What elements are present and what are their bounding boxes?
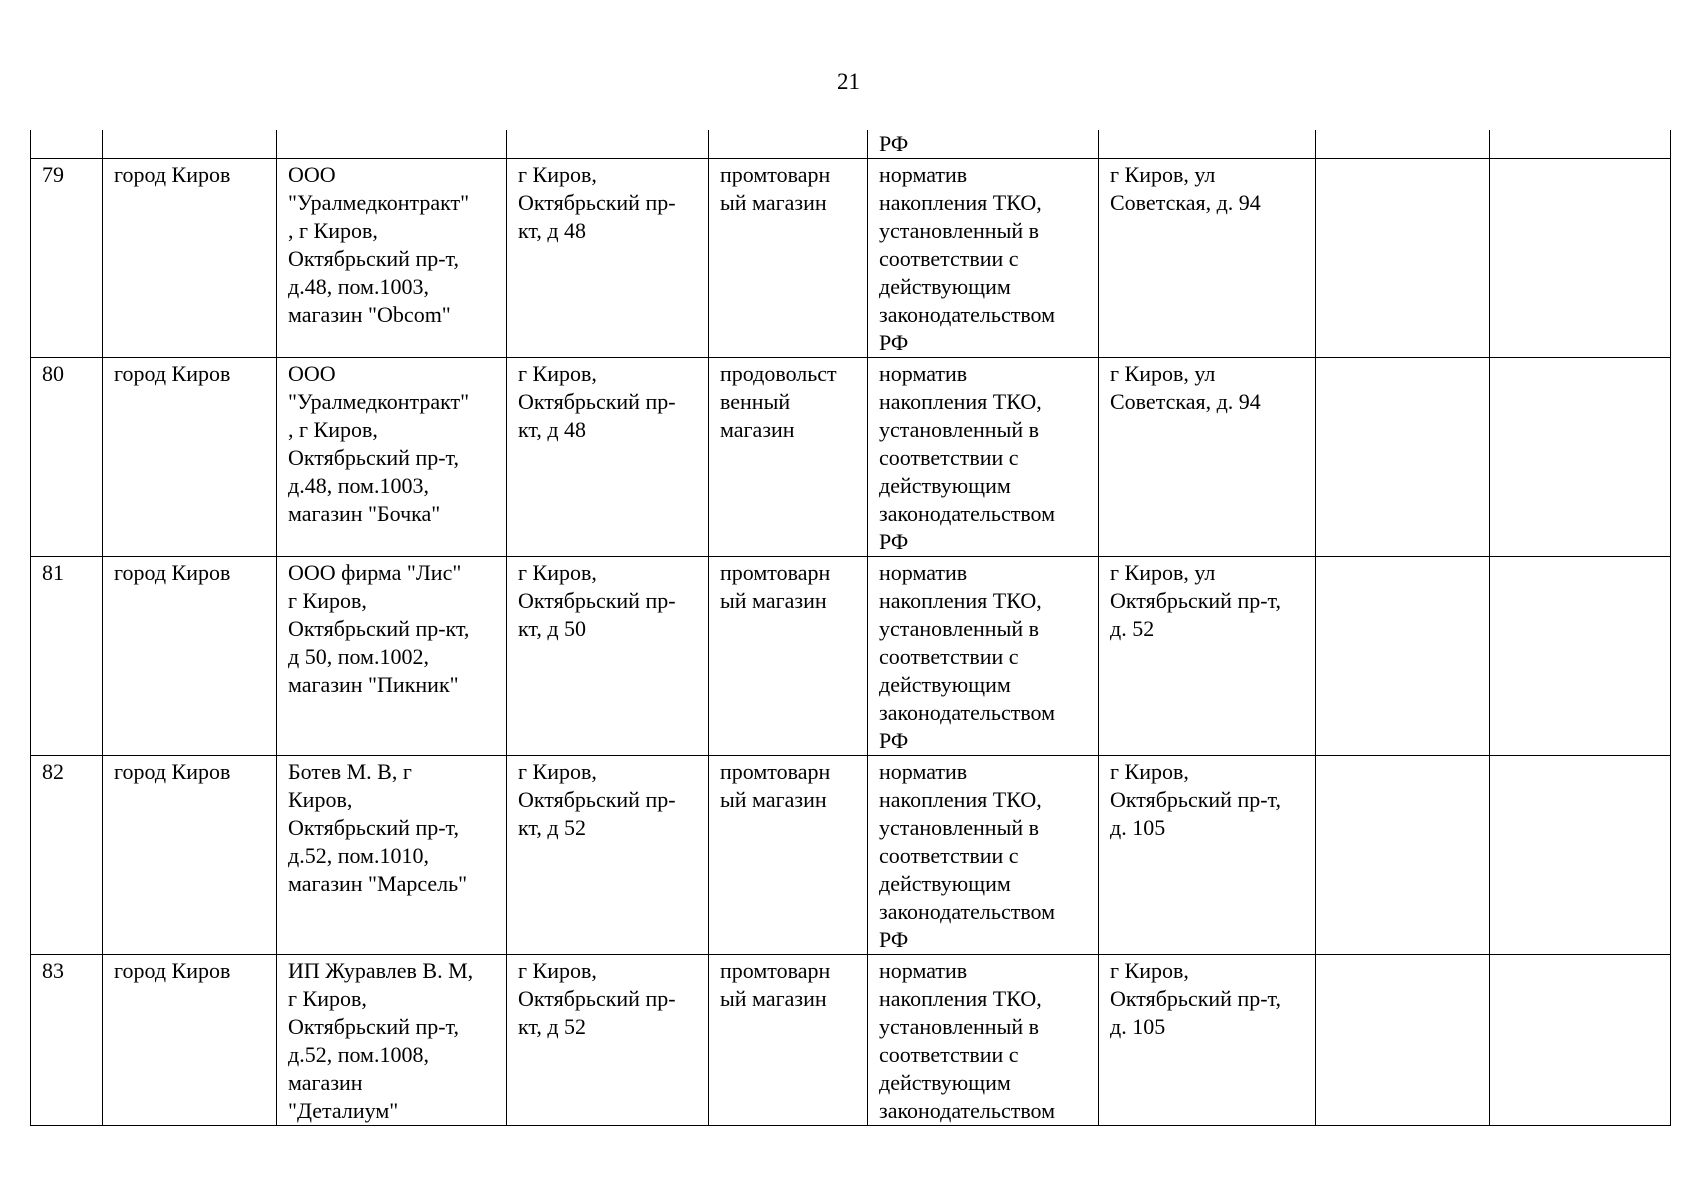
source-cell: Ботев М. В, г Киров, Октябрьский пр-т, д.52, пом.1010, магазин "Марсель" (277, 756, 507, 955)
source-cell: ИП Журавлев В. М, г Киров, Октябрьский пр-т, д.52, пом.1008, магазин "Деталиум" (277, 955, 507, 1126)
address-cell: г Киров, Октябрьский пр- кт, д 48 (507, 358, 709, 557)
basis-cell: норматив накопления ТКО, установленный в соответствии с действующим законодательством РФ (868, 557, 1099, 756)
site-address-cell: г Киров, Октябрьский пр-т, д. 105 (1099, 955, 1316, 1126)
row-number: 81 (31, 557, 103, 756)
table-cell (31, 130, 103, 159)
table-cell (1490, 130, 1671, 159)
empty-cell (1316, 159, 1490, 358)
table-cell (507, 130, 709, 159)
municipality-cell: город Киров (103, 955, 277, 1126)
address-cell: г Киров, Октябрьский пр- кт, д 52 (507, 756, 709, 955)
municipality-cell: город Киров (103, 358, 277, 557)
table-cell (277, 130, 507, 159)
empty-cell (1316, 756, 1490, 955)
source-cell: ООО "Уралмедконтракт" , г Киров, Октябрьский пр-т, д.48, пом.1003, магазин "Бочка" (277, 358, 507, 557)
row-number: 82 (31, 756, 103, 955)
site-address-cell: г Киров, ул Октябрьский пр-т, д. 52 (1099, 557, 1316, 756)
table-cell (1099, 130, 1316, 159)
address-cell: г Киров, Октябрьский пр- кт, д 48 (507, 159, 709, 358)
basis-cell: норматив накопления ТКО, установленный в соответствии с действующим законодательством РФ (868, 756, 1099, 955)
address-cell: г Киров, Октябрьский пр- кт, д 52 (507, 955, 709, 1126)
row-number: 83 (31, 955, 103, 1126)
empty-cell (1490, 557, 1671, 756)
page-number: 21 (837, 69, 860, 94)
table-row (31, 756, 1671, 955)
empty-cell (1490, 756, 1671, 955)
registry-table (30, 130, 1671, 1126)
municipality-cell: город Киров (103, 159, 277, 358)
basis-cell: норматив накопления ТКО, установленный в соответствии с действующим законодательством РФ (868, 358, 1099, 557)
basis-cell: норматив накопления ТКО, установленный в соответствии с действующим законодательством (868, 955, 1099, 1126)
basis-cell: норматив накопления ТКО, установленный в соответствии с действующим законодательством РФ (868, 159, 1099, 358)
source-cell: ООО "Уралмедконтракт" , г Киров, Октябрьский пр-т, д.48, пом.1003, магазин "Obcom" (277, 159, 507, 358)
table-row-continuation (31, 130, 1671, 159)
object-type-cell: промтоварн ый магазин (709, 557, 868, 756)
municipality-cell: город Киров (103, 756, 277, 955)
source-cell: ООО фирма "Лис" г Киров, Октябрьский пр-кт, д 50, пом.1002, магазин "Пикник" (277, 557, 507, 756)
object-type-cell: промтоварн ый магазин (709, 756, 868, 955)
empty-cell (1490, 955, 1671, 1126)
row-number: 79 (31, 159, 103, 358)
empty-cell (1316, 955, 1490, 1126)
site-address-cell: г Киров, ул Советская, д. 94 (1099, 358, 1316, 557)
table-row (31, 358, 1671, 557)
object-type-cell: продовольст венный магазин (709, 358, 868, 557)
address-cell: г Киров, Октябрьский пр- кт, д 50 (507, 557, 709, 756)
table-cell (709, 130, 868, 159)
empty-cell (1490, 358, 1671, 557)
table-row (31, 955, 1671, 1126)
municipality-cell: город Киров (103, 557, 277, 756)
table-cell (1316, 130, 1490, 159)
table-row (31, 557, 1671, 756)
site-address-cell: г Киров, Октябрьский пр-т, д. 105 (1099, 756, 1316, 955)
empty-cell (1316, 358, 1490, 557)
empty-cell (1316, 557, 1490, 756)
table-cell (103, 130, 277, 159)
table-row (31, 159, 1671, 358)
object-type-cell: промтоварн ый магазин (709, 955, 868, 1126)
site-address-cell: г Киров, ул Советская, д. 94 (1099, 159, 1316, 358)
row-number: 80 (31, 358, 103, 557)
empty-cell (1490, 159, 1671, 358)
table-cell: РФ (868, 130, 1099, 159)
object-type-cell: промтоварн ый магазин (709, 159, 868, 358)
